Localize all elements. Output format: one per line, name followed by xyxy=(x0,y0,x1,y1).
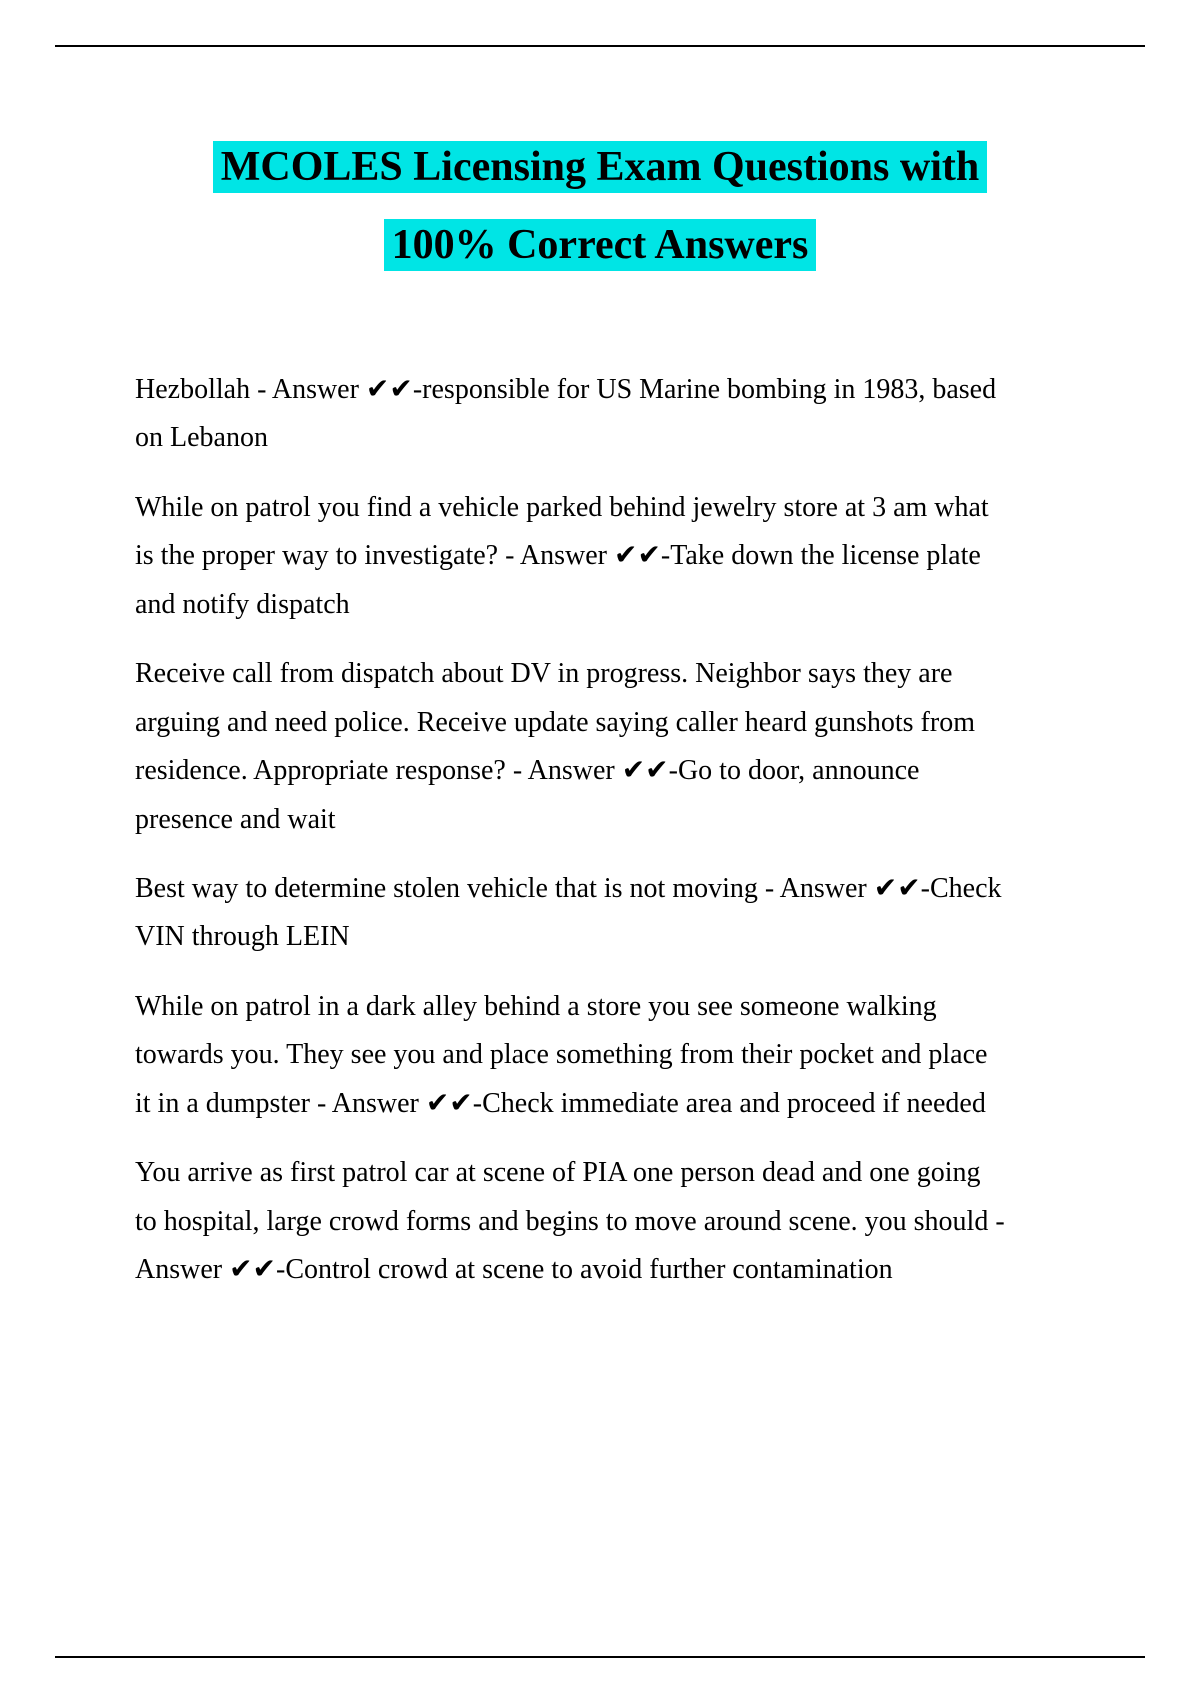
bottom-border-line xyxy=(55,1656,1145,1658)
qa-paragraph: Hezbollah - Answer ✔✔-responsible for US Marine bombing in 1983, based on Lebanon xyxy=(135,374,997,454)
qa-paragraph: Best way to determine stolen vehicle that is not moving - Answer ✔✔-Check VIN through LEIN xyxy=(135,872,1002,953)
qa-paragraph: While on patrol you find a vehicle parked behind jewelry store at 3 am what is the proper way to investigate? - Answer ✔✔-Take down the license plate and notify dispatch xyxy=(135,491,989,620)
qa-paragraph: You arrive as first patrol car at scene of PIA one person dead and one going to hospital, large crowd forms and begins to move around scene. you should - Answer ✔✔-Control crowd at scene to avoid further contamination xyxy=(135,1157,1005,1285)
title-highlight-1: MCOLES Licensing Exam Questions with xyxy=(213,141,987,193)
qa-paragraph: While on patrol in a dark alley behind a store you see someone walking towards you. They see you and place something from their pocket and place it in a dumpster - Answer ✔✔-Check immediate area and proceed if needed xyxy=(135,990,988,1119)
title-line-1 xyxy=(0,128,1200,206)
title-highlight-2: 100% Correct Answers xyxy=(384,219,817,271)
document-title xyxy=(0,128,1200,284)
title-line-2 xyxy=(0,206,1200,284)
top-border-line xyxy=(55,45,1145,47)
qa-paragraph: Receive call from dispatch about DV in progress. Neighbor says they are arguing and need police. Receive update saying caller heard gunshots from residence. Appropriate response? - Answer ✔✔-Go to door, announce presence and wait xyxy=(135,658,975,835)
document-body xyxy=(135,366,1007,1315)
